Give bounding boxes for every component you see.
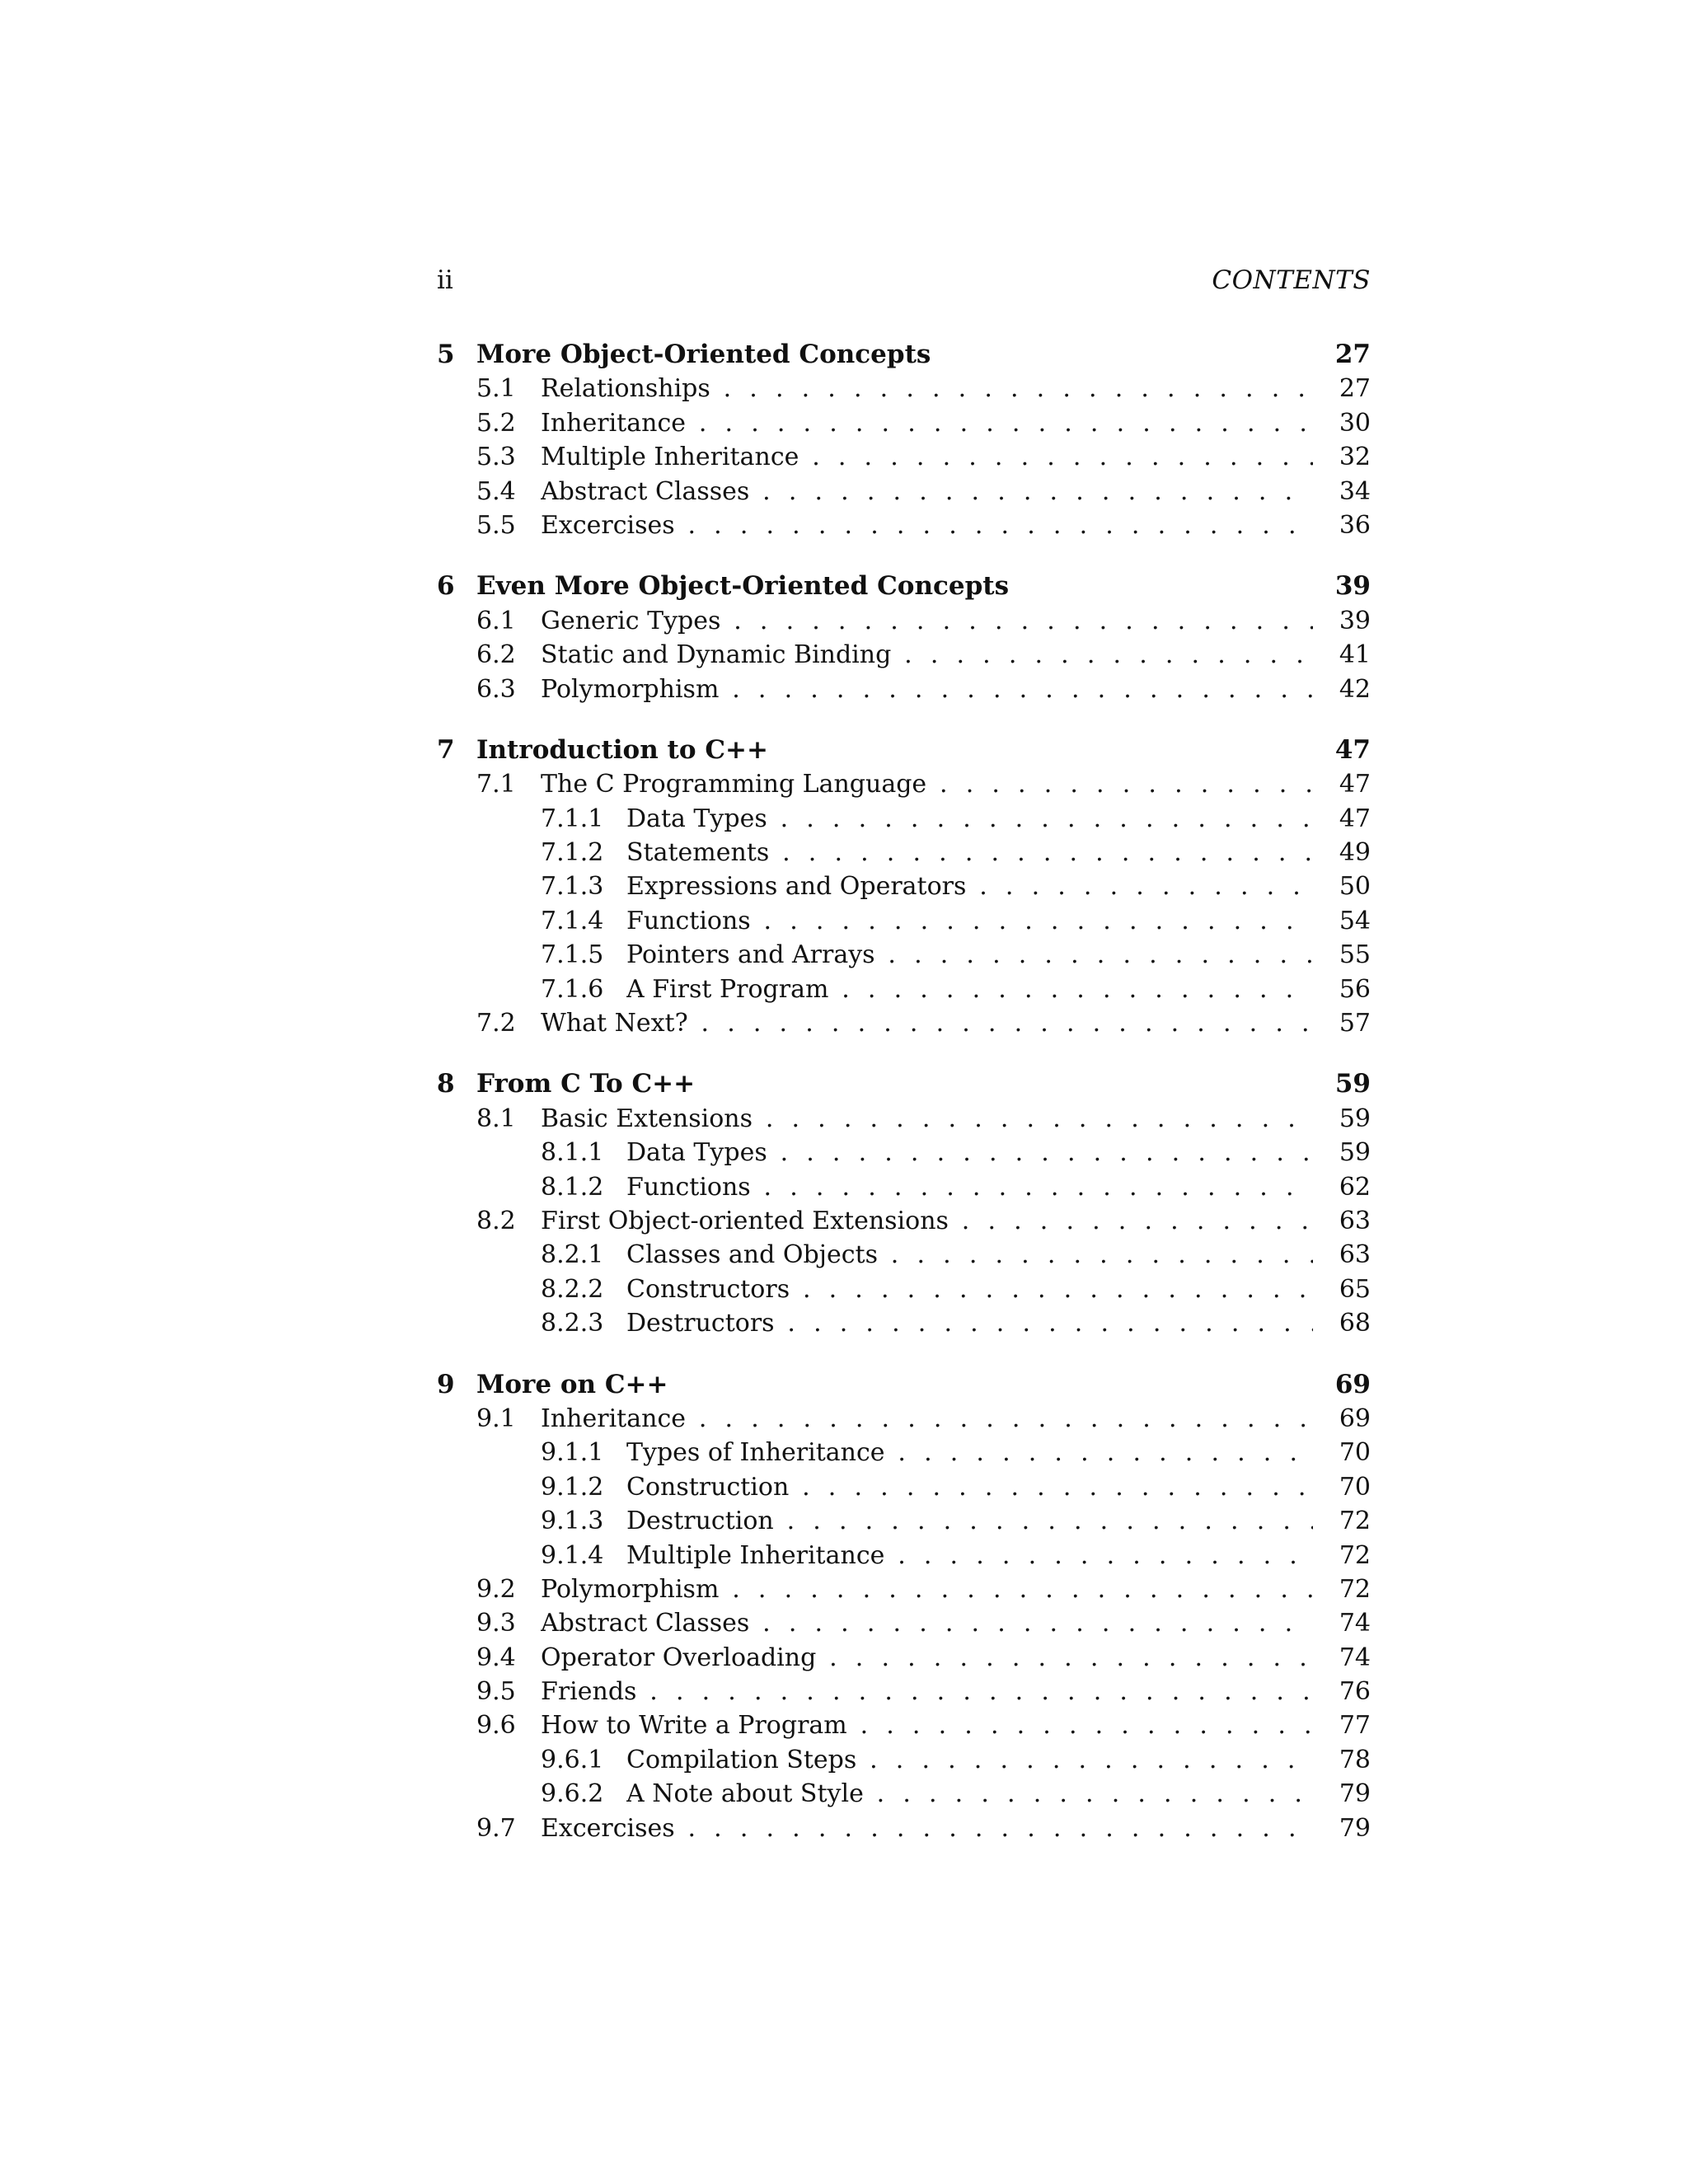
toc-subsection-entry[interactable]	[437, 1170, 1371, 1204]
toc-chapter	[437, 338, 1371, 542]
toc-chapter	[437, 1368, 1371, 1845]
toc-entry-page: 42	[1321, 673, 1371, 706]
toc-chapter	[437, 733, 1371, 1041]
toc-entry-title: The C Programming Language . . .	[541, 767, 1313, 801]
toc-entry-number: 7.1.6	[541, 974, 604, 1004]
toc-entry-page: 36	[1321, 509, 1371, 542]
toc-entry-title: A Note about Style . . .	[626, 1777, 1313, 1811]
toc-chapter-title: Even More Object-Oriented Concepts	[476, 571, 1010, 602]
toc-subsection-entry[interactable]	[437, 1504, 1371, 1538]
toc-entry-title: Functions . . .	[626, 904, 1313, 938]
toc-section-entry[interactable]	[437, 1572, 1371, 1606]
toc-entry-number: 9.7	[476, 1813, 516, 1843]
toc-entry-title: A First Program . . .	[626, 972, 1313, 1006]
toc-entry-page: 59	[1321, 1136, 1371, 1169]
toc-entry-title: Data Types . . .	[626, 1136, 1313, 1169]
toc-section-entry[interactable]	[437, 1102, 1371, 1136]
toc-section-entry[interactable]	[437, 1675, 1371, 1708]
toc-entry-number: 9.1	[476, 1404, 516, 1433]
toc-entry-number: 7.1.3	[541, 872, 604, 902]
toc-entry-page: 78	[1321, 1743, 1371, 1777]
toc-entry-page: 50	[1321, 869, 1371, 903]
toc-chapter-page: 39	[1321, 569, 1371, 603]
toc-entry-page: 57	[1321, 1006, 1371, 1040]
toc-subsection-entry[interactable]	[437, 836, 1371, 869]
page-number: ii	[437, 265, 453, 295]
toc-entry-number: 5.4	[476, 476, 516, 506]
toc-entry-number: 9.6.2	[541, 1779, 604, 1809]
toc-entry-page: 59	[1321, 1102, 1371, 1136]
toc-section-entry[interactable]	[437, 475, 1371, 509]
toc-chapter-title: Introduction to C++	[476, 734, 768, 765]
toc-entry-number: 7.1.1	[541, 804, 604, 833]
toc-entry-page: 30	[1321, 406, 1371, 440]
toc-section-entry[interactable]	[437, 1402, 1371, 1436]
toc-entry-number: 9.1.1	[541, 1438, 604, 1468]
toc-subsection-entry[interactable]	[437, 1777, 1371, 1811]
toc-entry-title: Destruction . . .	[626, 1504, 1313, 1538]
toc-subsection-entry[interactable]	[437, 869, 1371, 903]
toc-entry-number: 9.6	[476, 1711, 516, 1741]
toc-section-entry[interactable]	[437, 767, 1371, 801]
toc-entry-title: Excercises . . .	[541, 509, 1313, 542]
toc-chapter-page: 27	[1321, 338, 1371, 372]
toc-section-entry[interactable]	[437, 1708, 1371, 1742]
toc-subsection-entry[interactable]	[437, 1136, 1371, 1169]
toc-chapter-heading[interactable]	[437, 338, 1371, 372]
toc-subsection-entry[interactable]	[437, 1436, 1371, 1469]
toc-section-entry[interactable]	[437, 1811, 1371, 1845]
toc-entry-page: 77	[1321, 1708, 1371, 1742]
toc-entry-title: Abstract Classes . . .	[541, 475, 1313, 509]
toc-entry-page: 63	[1321, 1204, 1371, 1238]
toc-entry-page: 79	[1321, 1777, 1371, 1811]
toc-entry-page: 41	[1321, 638, 1371, 672]
toc-subsection-entry[interactable]	[437, 972, 1371, 1006]
toc-entry-title: Polymorphism . . .	[541, 673, 1313, 706]
toc-chapter-title: More Object-Oriented Concepts	[476, 340, 931, 369]
toc-section-entry[interactable]	[437, 638, 1371, 672]
toc-entry-title: What Next? . . .	[541, 1006, 1313, 1040]
toc-entry-title: Polymorphism . . .	[541, 1572, 1313, 1606]
toc-entry-number: 6.3	[476, 674, 516, 704]
toc-subsection-entry[interactable]	[437, 1306, 1371, 1340]
toc-entry-number: 9.1.2	[541, 1472, 604, 1502]
toc-entry-title: How to Write a Program . . .	[541, 1708, 1313, 1742]
toc-chapter-page: 59	[1321, 1067, 1371, 1101]
toc-chapter-number: 9	[437, 1369, 455, 1399]
toc-chapter-title: From C To C++	[476, 1069, 696, 1099]
toc-subsection-entry[interactable]	[437, 1743, 1371, 1777]
toc-entry-number: 7.1.5	[541, 940, 604, 970]
toc-entry-title: Compilation Steps . . .	[626, 1743, 1313, 1777]
toc-entry-title: Generic Types . . .	[541, 604, 1313, 638]
toc-entry-page: 34	[1321, 475, 1371, 509]
toc-chapter-title: More on C++	[476, 1369, 668, 1399]
toc-chapter	[437, 1067, 1371, 1340]
toc-entry-page: 62	[1321, 1170, 1371, 1204]
toc-entry-number: 7.1.4	[541, 906, 604, 935]
toc-entry-page: 70	[1321, 1470, 1371, 1504]
toc-entry-number: 8.2.3	[541, 1309, 604, 1338]
toc-entry-number: 7.2	[476, 1009, 516, 1038]
toc-chapter-heading[interactable]	[437, 733, 1371, 767]
toc-chapter-number: 6	[437, 571, 455, 602]
toc-entry-page: 76	[1321, 1675, 1371, 1708]
toc-section-entry[interactable]	[437, 509, 1371, 542]
toc-entry-number: 9.3	[476, 1609, 516, 1638]
toc-entry-page: 65	[1321, 1272, 1371, 1306]
toc-entry-page: 72	[1321, 1539, 1371, 1572]
toc-entry-page: 79	[1321, 1811, 1371, 1845]
toc-entry-page: 55	[1321, 938, 1371, 972]
toc-entry-number: 9.4	[476, 1643, 516, 1672]
toc-chapter	[437, 569, 1371, 706]
toc-section-entry[interactable]	[437, 406, 1371, 440]
toc-entry-title: Pointers and Arrays . . .	[626, 938, 1313, 972]
toc-chapter-page: 47	[1321, 733, 1371, 767]
toc-subsection-entry[interactable]	[437, 1470, 1371, 1504]
toc-entry-title: Static and Dynamic Binding . . .	[541, 638, 1313, 672]
toc-entry-title: Types of Inheritance . . .	[626, 1436, 1313, 1469]
toc-entry-number: 5.1	[476, 374, 516, 404]
toc-entry-number: 8.2.1	[541, 1240, 604, 1270]
toc-chapter-heading[interactable]	[437, 1368, 1371, 1402]
toc-section-entry[interactable]	[437, 604, 1371, 638]
toc-entry-title: Inheritance . . .	[541, 1402, 1313, 1436]
toc-entry-title: First Object-oriented Extensions . . .	[541, 1204, 1313, 1238]
toc-entry-title: Statements . . .	[626, 836, 1313, 869]
toc-entry-title: Construction . . .	[626, 1470, 1313, 1504]
toc-entry-page: 74	[1321, 1606, 1371, 1640]
toc-entry-title: Inheritance . . .	[541, 406, 1313, 440]
toc-entry-number: 9.6.1	[541, 1745, 604, 1774]
toc-entry-number: 6.1	[476, 606, 516, 635]
toc-section-entry[interactable]	[437, 1204, 1371, 1238]
toc-entry-number: 5.5	[476, 510, 516, 540]
toc-entry-title: Data Types . . .	[626, 802, 1313, 836]
toc-entry-number: 8.1.1	[541, 1138, 604, 1168]
toc-entry-page: 69	[1321, 1402, 1371, 1436]
toc-entry-number: 8.2	[476, 1206, 516, 1235]
toc-entry-number: 7.1.2	[541, 838, 604, 868]
toc-entry-number: 8.1	[476, 1104, 516, 1133]
toc-entry-page: 74	[1321, 1641, 1371, 1675]
running-title: CONTENTS	[1212, 265, 1371, 295]
toc-chapter-number: 7	[437, 734, 455, 765]
toc-entry-page: 56	[1321, 972, 1371, 1006]
toc-entry-number: 9.1.4	[541, 1540, 604, 1570]
toc-entry-title: Friends . . .	[541, 1675, 1313, 1708]
toc-entry-number: 6.2	[476, 640, 516, 670]
toc-chapter-page: 69	[1321, 1368, 1371, 1402]
toc-section-entry[interactable]	[437, 372, 1371, 405]
toc-entry-title: Constructors . . .	[626, 1272, 1313, 1306]
toc-entry-number: 5.2	[476, 408, 516, 438]
toc-entry-title: Operator Overloading . . .	[541, 1641, 1313, 1675]
toc-subsection-entry[interactable]	[437, 904, 1371, 938]
toc-entry-number: 5.3	[476, 443, 516, 472]
running-header	[437, 262, 1371, 298]
toc-entry-number: 8.2.2	[541, 1274, 604, 1304]
toc-entry-page: 70	[1321, 1436, 1371, 1469]
document-page	[437, 262, 1371, 1872]
toc-entry-title: Functions . . .	[626, 1170, 1313, 1204]
toc-entry-page: 47	[1321, 767, 1371, 801]
toc-entry-page: 39	[1321, 604, 1371, 638]
toc-entry-title: Destructors . . .	[626, 1306, 1313, 1340]
toc-entry-title: Multiple Inheritance . . .	[626, 1539, 1313, 1572]
toc-entry-title: Relationships . . .	[541, 372, 1313, 405]
toc-entry-page: 72	[1321, 1504, 1371, 1538]
toc-entry-page: 27	[1321, 372, 1371, 405]
toc-entry-title: Excercises . . .	[541, 1811, 1313, 1845]
toc-entry-page: 47	[1321, 802, 1371, 836]
toc-entry-page: 63	[1321, 1238, 1371, 1272]
toc-chapter-number: 5	[437, 340, 455, 369]
toc-entry-number: 7.1	[476, 770, 516, 799]
toc-section-entry[interactable]	[437, 1006, 1371, 1040]
toc-subsection-entry[interactable]	[437, 1539, 1371, 1572]
toc-entry-page: 68	[1321, 1306, 1371, 1340]
toc-entry-page: 49	[1321, 836, 1371, 869]
toc-entry-number: 9.1.3	[541, 1507, 604, 1536]
toc-entry-title: Multiple Inheritance . . .	[541, 440, 1313, 474]
toc-subsection-entry[interactable]	[437, 1272, 1371, 1306]
toc-entry-number: 9.2	[476, 1574, 516, 1604]
toc-section-entry[interactable]	[437, 1606, 1371, 1640]
toc-entry-page: 32	[1321, 440, 1371, 474]
toc-entry-title: Expressions and Operators . . .	[626, 869, 1313, 903]
toc-entry-number: 9.5	[476, 1677, 516, 1707]
toc-section-entry[interactable]	[437, 440, 1371, 474]
toc-entry-title: Abstract Classes . . .	[541, 1606, 1313, 1640]
toc-entry-number: 8.1.2	[541, 1172, 604, 1202]
toc-chapter-number: 8	[437, 1069, 455, 1099]
toc-subsection-entry[interactable]	[437, 802, 1371, 836]
table-of-contents	[437, 338, 1371, 1845]
toc-section-entry[interactable]	[437, 1641, 1371, 1675]
toc-chapter-heading[interactable]	[437, 1067, 1371, 1101]
toc-entry-title: Classes and Objects . . .	[626, 1238, 1313, 1272]
toc-chapter-heading[interactable]	[437, 569, 1371, 603]
toc-entry-page: 54	[1321, 904, 1371, 938]
toc-subsection-entry[interactable]	[437, 938, 1371, 972]
toc-subsection-entry[interactable]	[437, 1238, 1371, 1272]
toc-entry-page: 72	[1321, 1572, 1371, 1606]
toc-section-entry[interactable]	[437, 673, 1371, 706]
toc-entry-title: Basic Extensions . . .	[541, 1102, 1313, 1136]
